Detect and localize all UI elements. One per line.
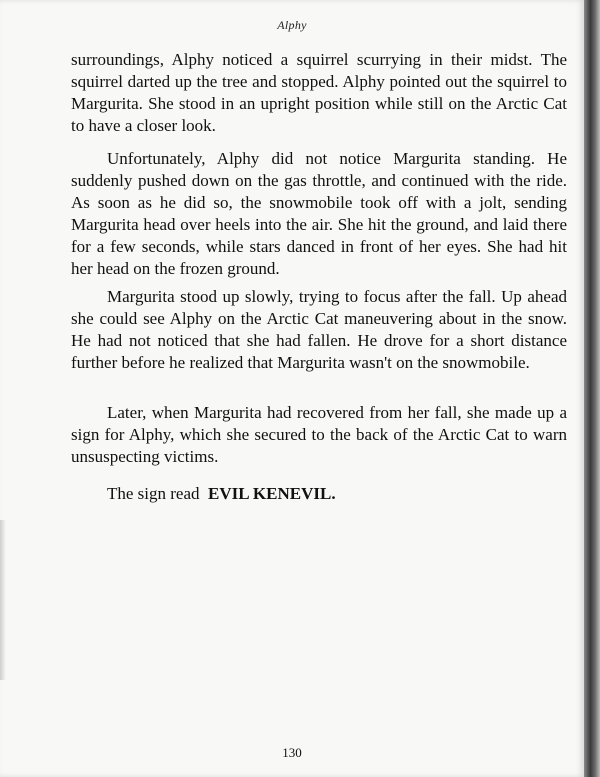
sign-text: EVIL KENEVIL.: [208, 484, 336, 503]
sign-intro: The sign read: [107, 484, 200, 503]
page-shadow: [0, 520, 6, 680]
paragraph-sign: [71, 483, 567, 505]
paragraph-3: Margurita stood up slowly, trying to focus after the fall. Up ahead she could see Alphy on the Arctic Cat maneuvering about in the snow. He had not noticed that she had fallen. He drove for a short distance further before he realized that Margurita wasn't on the snowmobile.: [71, 287, 567, 372]
book-spine-edge: [584, 0, 600, 777]
running-header: Alphy: [277, 18, 307, 32]
paragraph-1: surroundings, Alphy noticed a squirrel scurrying in their midst. The squirrel darted up the tree and stopped. Alphy pointed out the squirrel to Margurita. She stood in an upright position while still on the Arctic Cat to have a closer look.: [71, 50, 567, 135]
paragraph-2: Unfortunately, Alphy did not notice Margurita standing. He suddenly pushed down on the gas throttle, and continued with the ride. As soon as he did so, the snowmobile took off with a jolt, sending Margurita head over heels into the air. She hit the ground, and laid there for a few seconds, while stars danced in front of her eyes. She had hit her head on the frozen ground.: [71, 149, 567, 278]
paragraph-4: Later, when Margurita had recovered from her fall, she made up a sign for Alphy, which she secured to the back of the Arctic Cat to warn unsuspecting victims.: [71, 403, 567, 466]
page-number: 130: [282, 745, 302, 760]
